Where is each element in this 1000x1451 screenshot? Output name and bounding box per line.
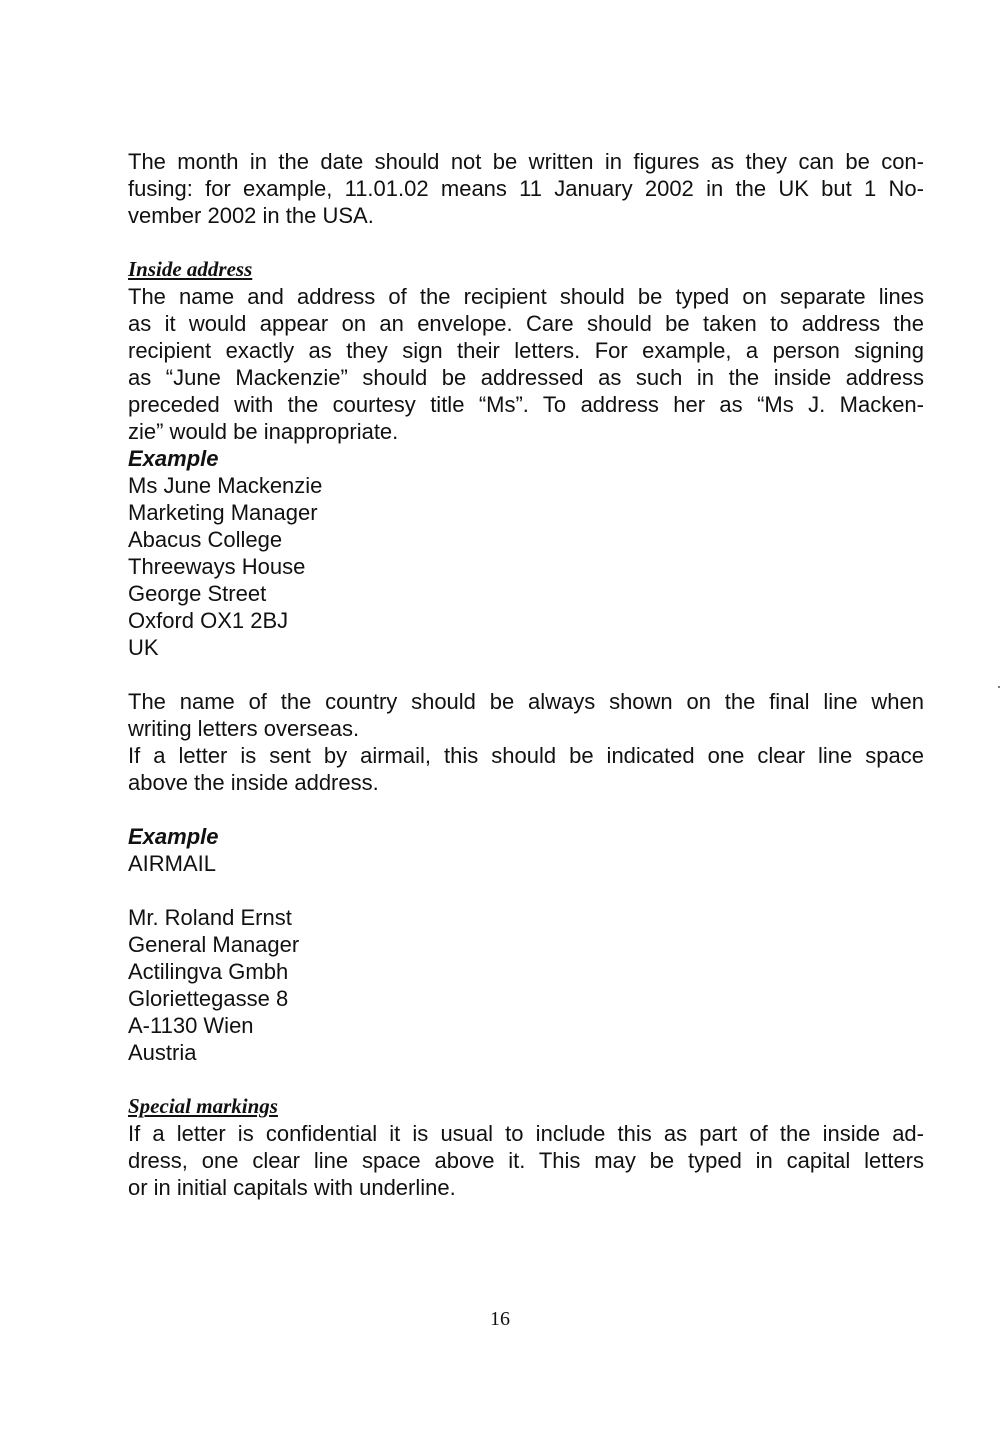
page-content [128, 148, 924, 1201]
text-line: The name of the country should be always shown on the final line when [128, 689, 924, 714]
address-line: A-1130 Wien [128, 1013, 254, 1038]
address-line: Marketing Manager [128, 500, 318, 525]
example-address-block-2 [128, 904, 924, 1066]
address-line: Oxford OX1 2BJ [128, 608, 289, 633]
text-line: recipient exactly as they sign their letters. For example, a person signing [128, 338, 924, 363]
text-line: dress, one clear line space above it. This may be typed in capital letters [128, 1148, 924, 1173]
page-number: 16 [490, 1308, 510, 1330]
address-line: Threeways House [128, 554, 306, 579]
text-line: or in initial capitals with underline. [128, 1175, 456, 1200]
address-line: Mr. Roland Ernst [128, 905, 292, 930]
inside-address-paragraph [128, 283, 924, 445]
example-address-block [128, 472, 924, 661]
address-line: UK [128, 635, 159, 660]
text-line: If a letter is sent by airmail, this should be indicated one clear line space [128, 743, 924, 768]
text-line: The month in the date should not be written in figures as they can be con- [128, 149, 924, 174]
address-line: Actilingva Gmbh [128, 959, 289, 984]
text-line: as it would appear on an envelope. Care should be taken to address the [128, 311, 924, 336]
section-heading-inside-address: Inside address [128, 257, 253, 281]
airmail-marker: AIRMAIL [128, 851, 217, 876]
text-line: writing letters overseas. [128, 716, 360, 741]
address-line: George Street [128, 581, 267, 606]
address-line: Gloriettegasse 8 [128, 986, 289, 1011]
example-label: Example [128, 446, 219, 471]
address-line: Ms June Mackenzie [128, 473, 323, 498]
text-line: as “June Mackenzie” should be addressed as such in the inside address [128, 365, 924, 390]
intro-paragraph [128, 148, 924, 229]
example-label: Example [128, 824, 219, 849]
country-paragraph [128, 688, 924, 742]
text-line: above the inside address. [128, 770, 379, 795]
section-heading-special-markings: Special markings [128, 1094, 278, 1118]
airmail-paragraph [128, 742, 924, 796]
text-line: vember 2002 in the USA. [128, 203, 374, 228]
text-line: preceded with the courtesy title “Ms”. To address her as “Ms J. Macken- [128, 392, 924, 417]
text-line: The name and address of the recipient should be typed on separate lines [128, 284, 924, 309]
address-line: General Manager [128, 932, 300, 957]
text-line: fusing: for example, 11.01.02 means 11 January 2002 in the UK but 1 No- [128, 176, 924, 201]
text-line: zie” would be inappropriate. [128, 419, 399, 444]
address-line: Abacus College [128, 527, 283, 552]
address-line: Austria [128, 1040, 197, 1065]
special-markings-paragraph [128, 1120, 924, 1201]
text-line: If a letter is confidential it is usual to include this as part of the inside ad- [128, 1121, 924, 1146]
